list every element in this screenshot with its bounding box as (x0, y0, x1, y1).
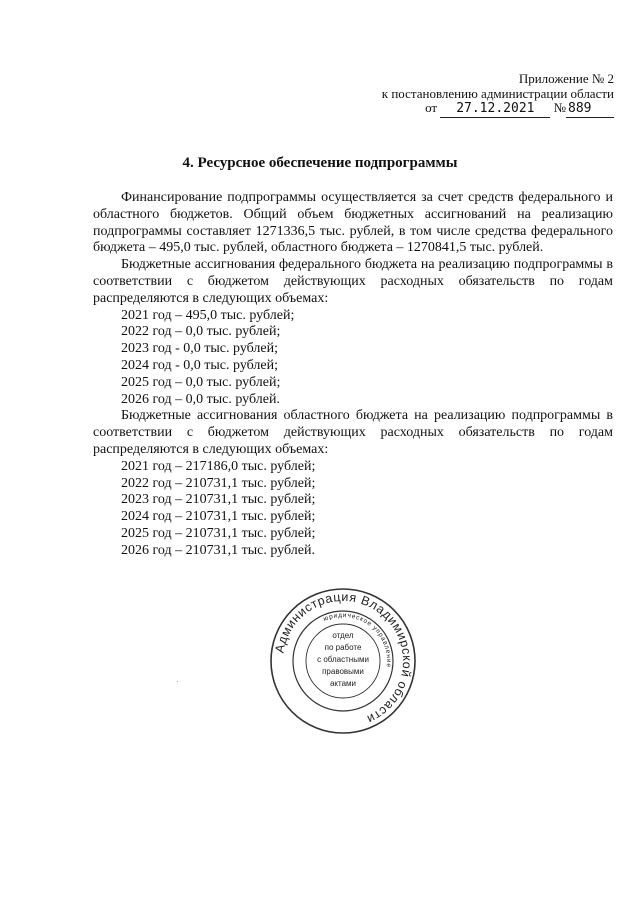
section-title: 4. Ресурсное обеспечение подпрограммы (182, 155, 458, 171)
official-stamp (268, 586, 418, 736)
from-label: от (425, 100, 438, 115)
annex-number: 889 (566, 102, 614, 118)
list-item: 2023 год - 0,0 тыс. рублей; (121, 341, 279, 357)
list-item: 2022 год – 0,0 тыс. рублей; (121, 324, 281, 340)
list-item: 2025 год – 0,0 тыс. рублей; (121, 374, 281, 390)
list-item: 2022 год – 210731,1 тыс. рублей; (121, 475, 316, 491)
stamp-graphic (268, 586, 418, 736)
federal-year-list (93, 308, 613, 409)
annex-reference: к постановлению администрации области (381, 85, 614, 101)
list-item: 2025 год – 210731,1 тыс. рублей; (121, 525, 316, 541)
annex-header (354, 72, 614, 118)
stamp-center-line: по работе (324, 643, 362, 652)
list-item: 2021 год – 495,0 тыс. рублей; (121, 307, 295, 323)
stamp-outer-text: Администрация Владимирской области (272, 589, 415, 727)
scan-speck (177, 681, 178, 682)
federal-paragraph: Бюджетные ассигнования федерального бюджета на реализацию подпрограммы в соответствии с бюджетом действующих расходных обязательств по годам распределяются в следующих объемах: (93, 257, 613, 306)
stamp-center-line: правовыми (322, 667, 364, 676)
intro-paragraph: Финансирование подпрограммы осуществляется за счет средств федерального и областного бюджетов. Общий объем бюджетных ассигнований на реализацию подпрограммы составляет 1271336,5 тыс. рублей, в том числе средства федерального бюджета – 495,0 тыс. рублей, областного бюджета – 1270841,5 тыс. рублей. (93, 190, 613, 256)
regional-paragraph: Бюджетные ассигнования областного бюджета на реализацию подпрограммы в соответствии с бюджетом действующих расходных обязательств по годам распределяются в следующих объемах: (93, 408, 613, 457)
list-item: 2026 год – 0,0 тыс. рублей. (121, 391, 280, 407)
annex-date: 27.12.2021 (440, 102, 550, 118)
list-item: 2026 год – 210731,1 тыс. рублей. (121, 542, 315, 558)
list-item: 2021 год – 217186,0 тыс. рублей; (121, 458, 316, 474)
list-item: 2023 год – 210731,1 тыс. рублей; (121, 492, 316, 508)
stamp-center-line: с областными (317, 655, 369, 664)
stamp-center-line: актами (329, 679, 357, 688)
stamp-center-line: отдел (332, 631, 354, 640)
document-body (93, 190, 613, 560)
annex-date-number (354, 101, 614, 118)
list-item: 2024 год - 0,0 тыс. рублей; (121, 357, 279, 373)
number-label: № (553, 100, 566, 115)
list-item: 2024 год – 210731,1 тыс. рублей; (121, 509, 316, 525)
stamp-center (317, 631, 369, 688)
regional-year-list (93, 459, 613, 560)
stamp-inner-text: юридическое управление (322, 611, 393, 669)
annex-title: Приложение № 2 (518, 71, 614, 86)
